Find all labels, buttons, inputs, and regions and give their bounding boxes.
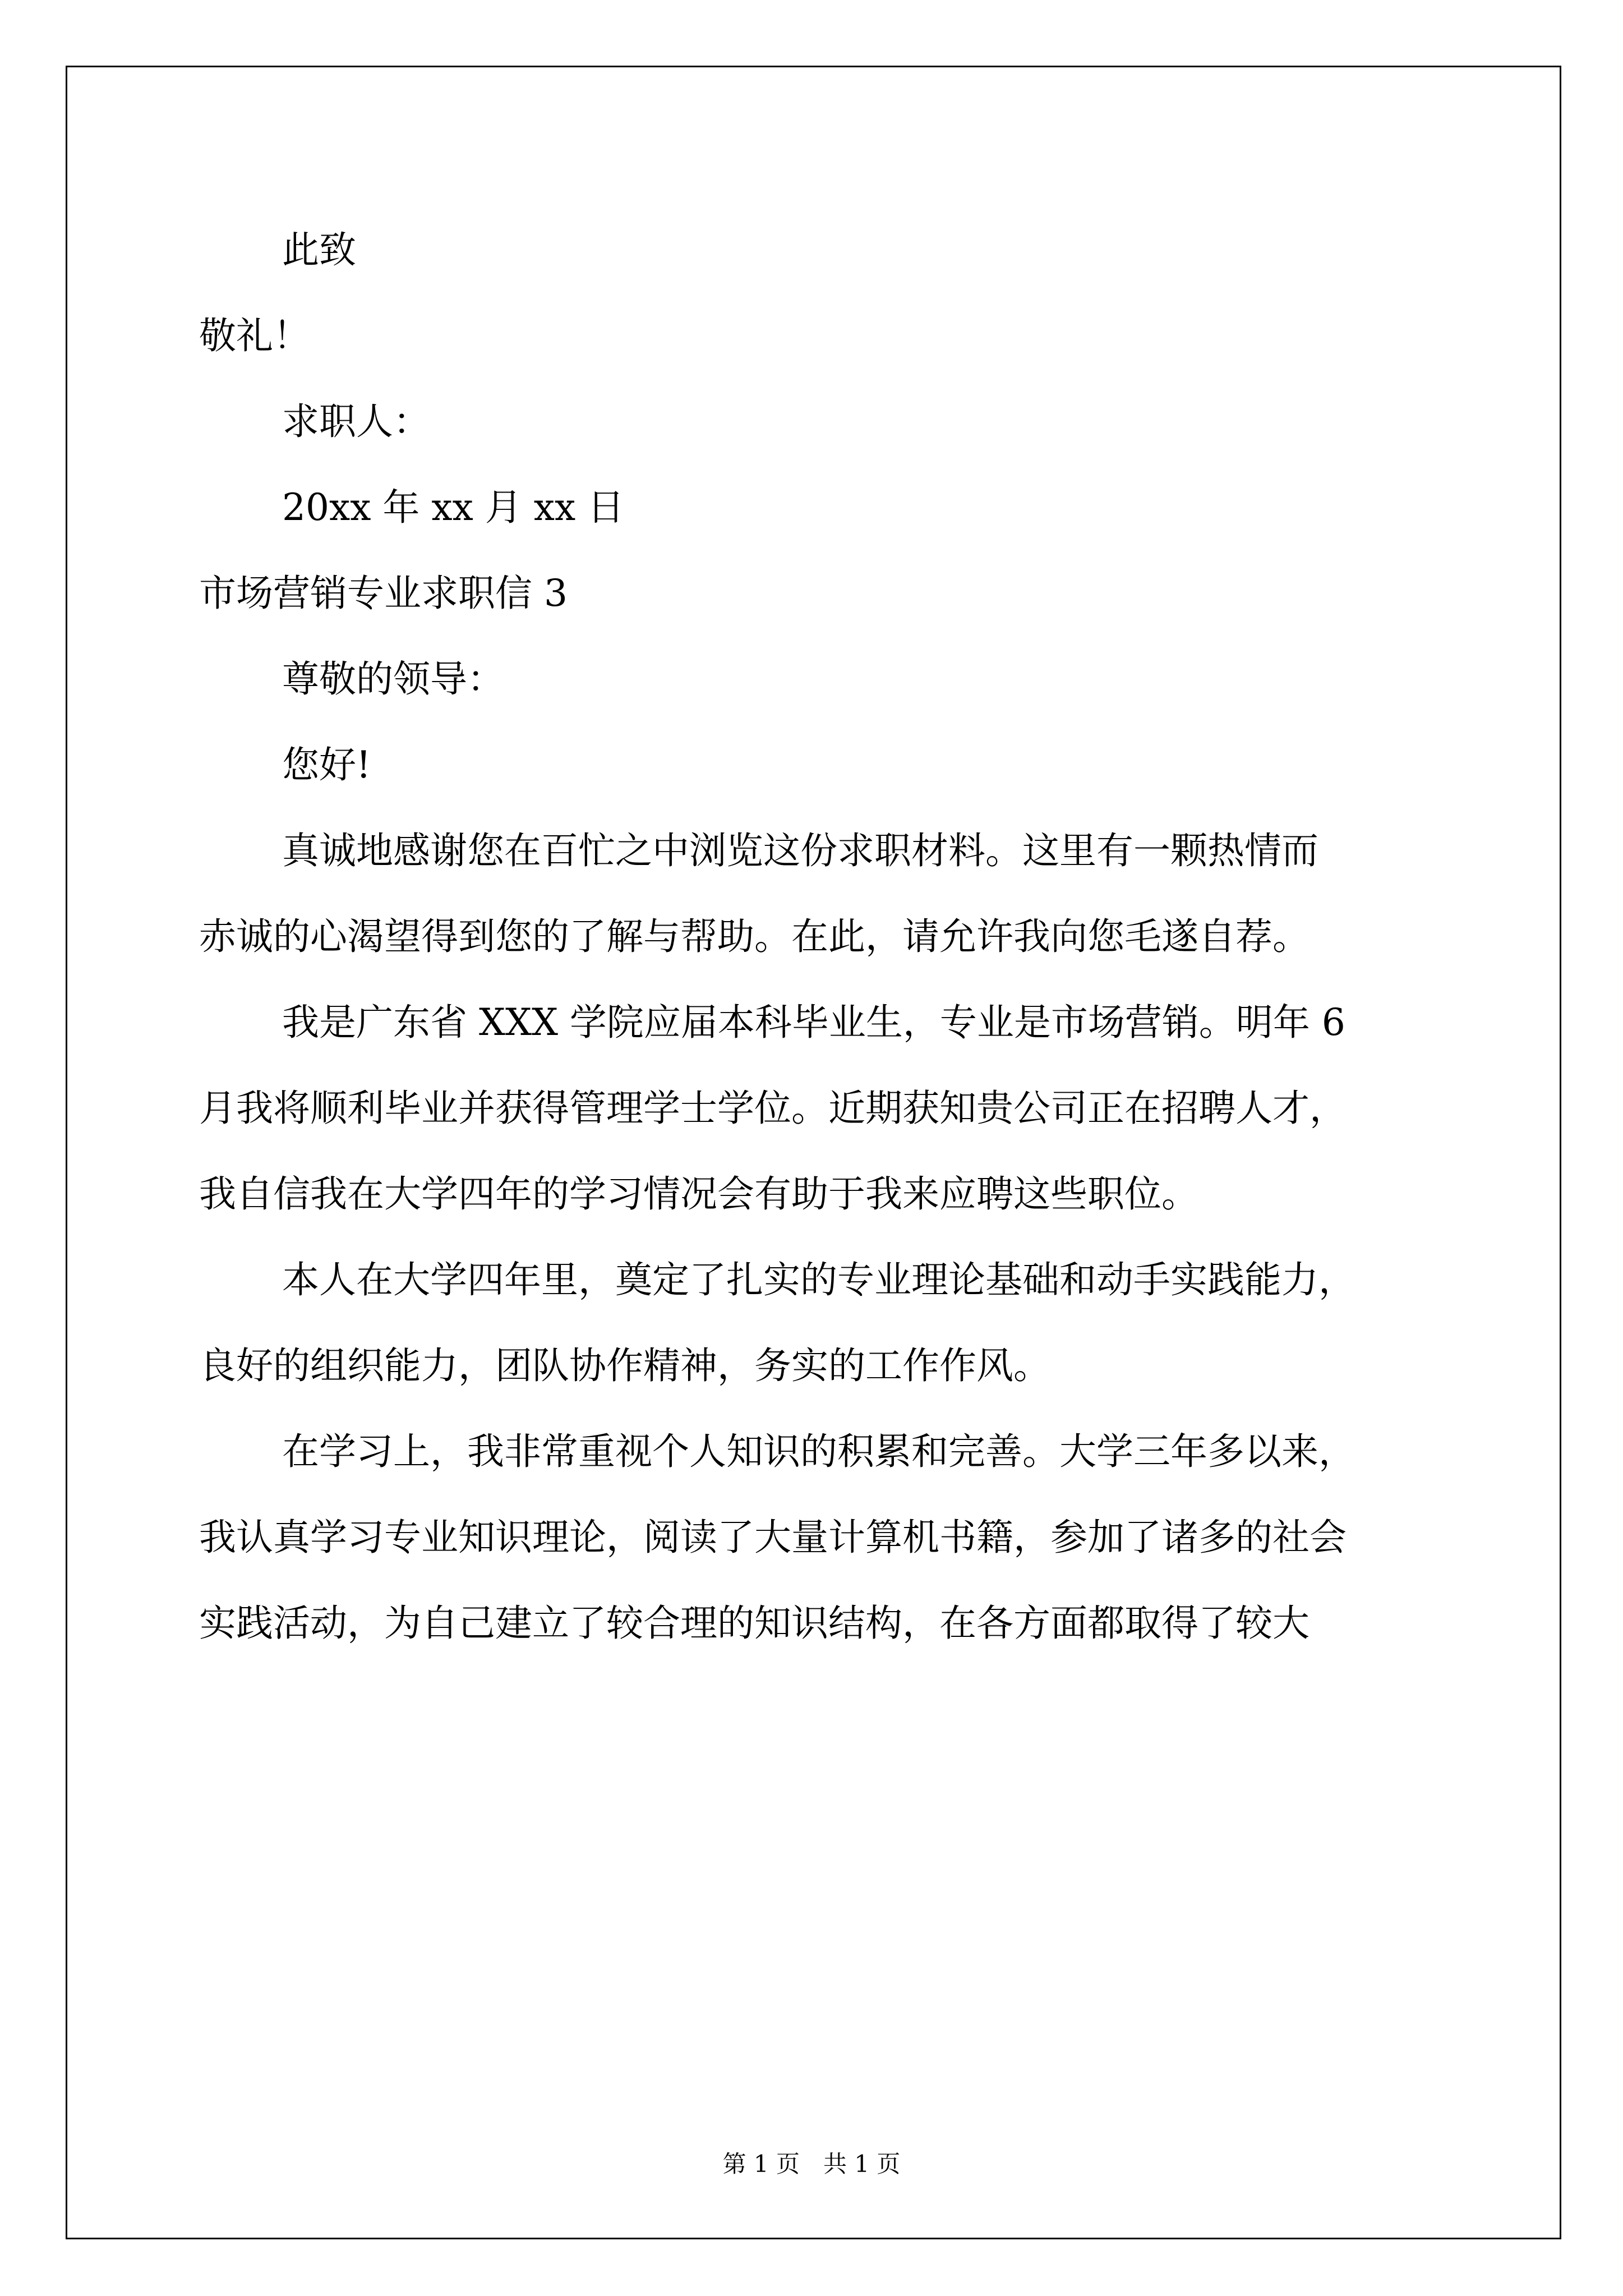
body-text-line: 月我将顺利毕业并获得管理学士学位。近期获知贵公司正在招聘人才， xyxy=(199,1087,1347,1130)
body-text-line: 我是广东省 XXX 学院应届本科毕业生，专业是市场营销。明年 6 xyxy=(282,1001,1345,1044)
body-text-line: 真诚地感谢您在百忙之中浏览这份求职材料。这里有一颗热情而 xyxy=(282,829,1318,872)
body-text-line: 本人在大学四年里，奠定了扎实的专业理论基础和动手实践能力， xyxy=(282,1258,1355,1301)
body-text-line: 在学习上，我非常重视个人知识的积累和完善。大学三年多以来， xyxy=(282,1430,1355,1473)
page-border xyxy=(66,66,1561,2239)
salutation-line: 敬礼！ xyxy=(199,314,310,357)
body-text-line: 我认真学习专业知识理论，阅读了大量计算机书籍，参加了诸多的社会 xyxy=(199,1516,1347,1559)
applicant-label: 求职人： xyxy=(282,400,430,443)
body-text-line: 良好的组织能力，团队协作精神，务实的工作作风。 xyxy=(199,1344,1050,1387)
closing-line: 此致 xyxy=(282,228,356,272)
body-text-line: 我自信我在大学四年的学习情况会有助于我来应聘这些职位。 xyxy=(199,1172,1198,1216)
page-number-footer: 第 1 页 共 1 页 xyxy=(722,2150,901,2178)
body-text-line: 实践活动，为自己建立了较合理的知识结构，在各方面都取得了较大 xyxy=(199,1602,1310,1645)
hello-line: 您好! xyxy=(282,743,371,786)
date-line: 20xx 年 xx 月 xx 日 xyxy=(282,486,625,529)
greeting-line: 尊敬的领导： xyxy=(282,657,504,701)
section-title: 市场营销专业求职信 3 xyxy=(199,572,568,615)
body-text-line: 赤诚的心渴望得到您的了解与帮助。在此，请允许我向您毛遂自荐。 xyxy=(199,915,1310,958)
